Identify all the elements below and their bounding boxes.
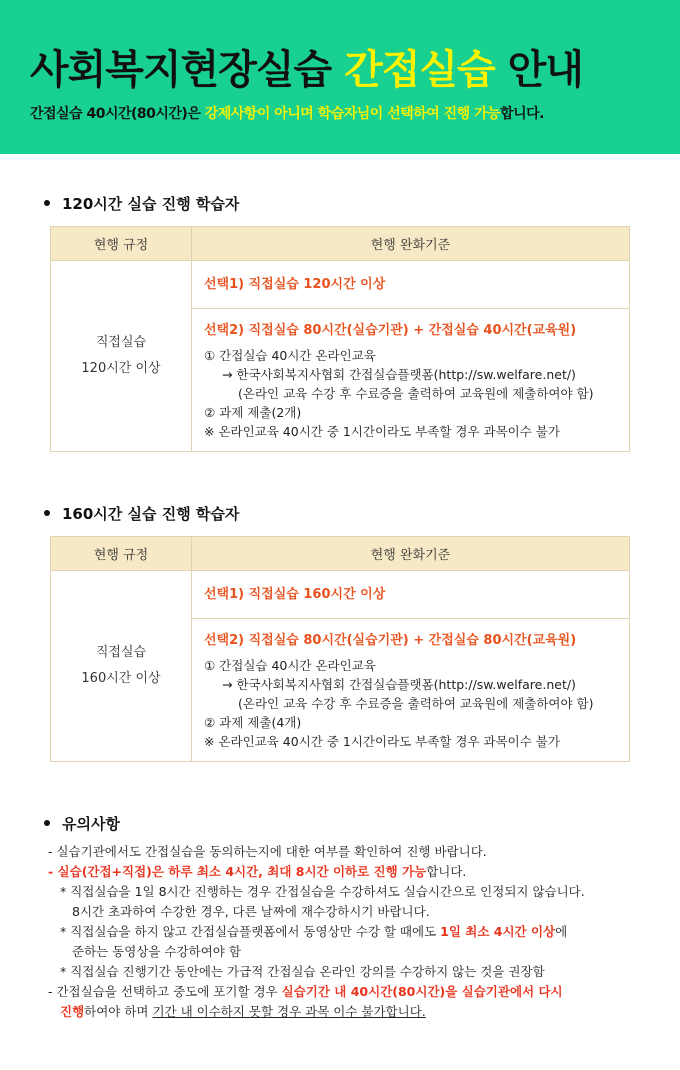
option2-text: 선택2) 직접실습 80시간(실습기관) + 간접실습 40시간(교육원) [204,323,577,338]
col-header-relaxed: 현행 완화기준 [192,227,630,261]
option1-cell [192,261,630,309]
option2-item2: ② 과제 제출(2개) [204,405,302,420]
notes-list [48,842,648,1022]
note-line-8-a: - 간접실습을 선택하고 중도에 포기할 경우 [48,984,282,999]
subtitle-part-a: 간접실습 40시간(80시간)은 [30,106,205,122]
section-title-120 [44,193,239,214]
current-rule-line1: 직접실습 [95,335,147,350]
option2-item1-note: (온라인 교육 수강 후 수료증을 출력하여 교육원에 제출하여야 함) [238,386,594,401]
notes-title-text: 유의사항 [62,815,120,833]
subtitle-part-b: 합니다. [500,106,544,122]
title-highlight: 간접실습 [344,47,495,93]
option2-warning: ※ 온라인교육 40시간 중 1시간이라도 부족할 경우 과목이수 불가 [204,424,560,439]
notes-title [44,813,120,834]
note-line-2-tail: 합니다. [426,864,467,879]
current-rule-cell [51,261,192,452]
note-line-6: 준하는 동영상을 수강하여야 함 [72,944,241,959]
option2-cell [192,309,630,452]
current-rule-line2: 160시간 이상 [81,671,161,686]
section-title-160 [44,503,239,524]
option2-item1-arrow: → 한국사회복지사협회 간접실습플랫폼(http://sw.welfare.net/) [222,367,576,382]
note-line-3: * 직접실습을 1일 8시간 진행하는 경우 간접실습을 수강하셔도 실습시간으로 인정되지 않습니다. [60,884,585,899]
title-tail: 안내 [507,47,583,93]
current-rule-cell [51,571,192,762]
note-line-9 [48,1002,648,1022]
section-title-text: 160시간 실습 진행 학습자 [62,505,240,523]
option2-warning: ※ 온라인교육 40시간 중 1시간이라도 부족할 경우 과목이수 불가 [204,734,560,749]
option2-item1: ① 간접실습 40시간 온라인교육 [204,658,376,673]
option1-text: 선택1) 직접실습 160시간 이상 [204,587,386,602]
option2-item2: ② 과제 제출(4개) [204,715,302,730]
page-title [30,38,583,95]
title-main: 사회복지현장실습 [30,47,332,93]
note-line-2-highlight: - 실습(간접+직접)은 하루 최소 4시간, 최대 8시간 이하로 진행 가능 [48,864,427,879]
page-subtitle [30,103,544,123]
note-line-9-highlight: 진행 [60,1004,85,1019]
bullet-icon [44,820,50,826]
section-title-text: 120시간 실습 진행 학습자 [62,195,240,213]
header-banner [0,0,680,154]
note-line-4: 8시간 초과하여 수강한 경우, 다른 날짜에 재수강하시기 바랍니다. [72,904,430,919]
bullet-icon [44,200,50,206]
note-line-2 [48,862,648,882]
col-header-relaxed: 현행 완화기준 [192,537,630,571]
current-rule-line2: 120시간 이상 [81,361,161,376]
note-line-5-a: * 직접실습을 하지 않고 간접실습플랫폼에서 동영상만 수강 할 때에도 [60,924,441,939]
note-line-1: - 실습기관에서도 간접실습을 동의하는지에 대한 여부를 확인하여 진행 바랍니다. [48,844,487,859]
note-line-8-highlight: 실습기간 내 40시간(80시간)을 실습기관에서 다시 [281,984,563,999]
note-line-5-highlight: 1일 최소 4시간 이상 [440,924,556,939]
option2-item1: ① 간접실습 40시간 온라인교육 [204,348,376,363]
option1-text: 선택1) 직접실습 120시간 이상 [204,277,386,292]
note-line-9-a: 하여야 하며 [84,1004,153,1019]
col-header-current: 현행 규정 [51,537,192,571]
subtitle-highlight: 강제사항이 아니며 학습자님이 선택하여 진행 가능 [204,106,501,122]
col-header-current: 현행 규정 [51,227,192,261]
note-line-5 [48,922,648,942]
option1-cell [192,571,630,619]
option2-item1-arrow: → 한국사회복지사협회 간접실습플랫폼(http://sw.welfare.net/) [222,677,576,692]
bullet-icon [44,510,50,516]
current-rule-line1: 직접실습 [95,645,147,660]
option2-text: 선택2) 직접실습 80시간(실습기관) + 간접실습 80시간(교육원) [204,633,577,648]
note-line-5-b: 에 [555,924,568,939]
rule-table-160 [50,536,630,762]
note-line-8 [48,982,648,1002]
rule-table-120 [50,226,630,452]
option2-cell [192,619,630,762]
note-line-7: * 직접실습 진행기간 동안에는 가급적 간접실습 온라인 강의를 수강하지 않는 것을 권장함 [60,964,545,979]
note-line-9-underline: 기간 내 이수하지 못할 경우 과목 이수 불가합니다. [152,1004,426,1019]
option2-item1-note: (온라인 교육 수강 후 수료증을 출력하여 교육원에 제출하여야 함) [238,696,594,711]
